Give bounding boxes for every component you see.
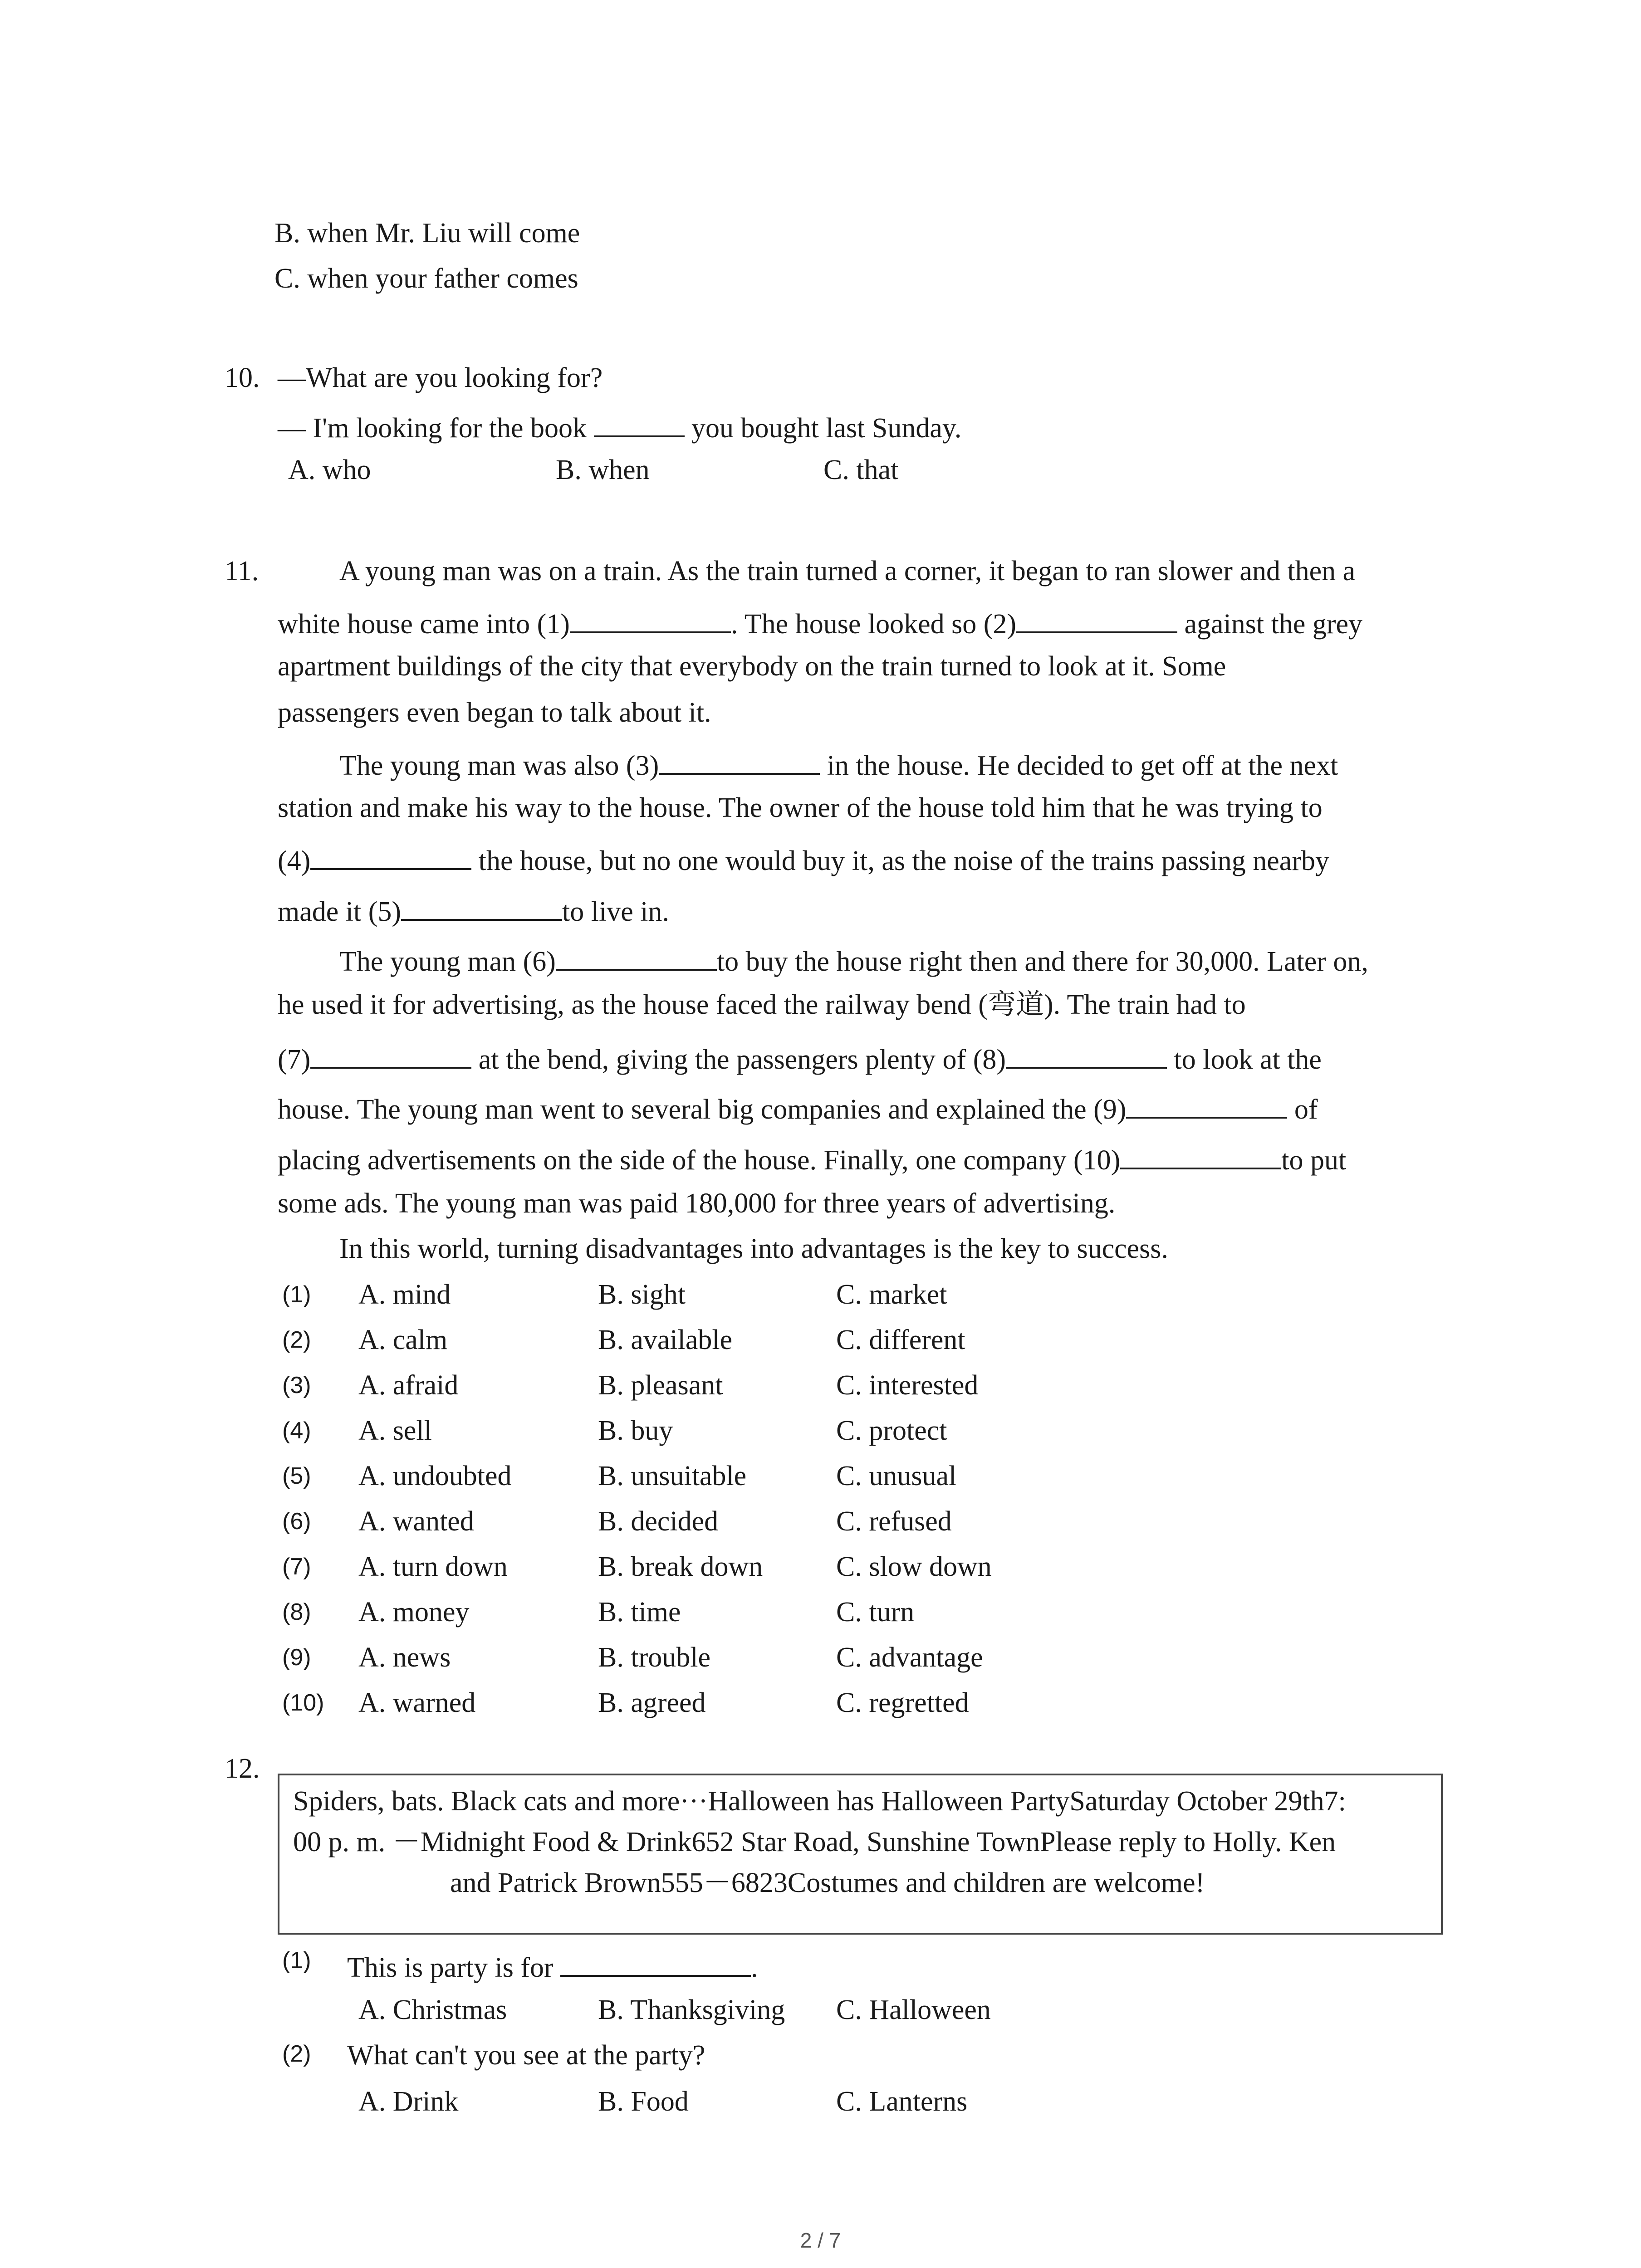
q11-line-7 [278, 843, 1329, 875]
q11-line-2b: . The house looked so (2) [730, 609, 1017, 640]
choice-option-a: A. news [358, 1642, 451, 1673]
q12-sub1-option-a: A. Christmas [358, 1994, 507, 2025]
q11-line-8b: to live in. [562, 896, 669, 927]
q11-line-10: he used it for advertising, as the house faced the railway bend (弯道). The train had to [278, 989, 1246, 1020]
q11-line-11c: to look at the [1174, 1044, 1322, 1075]
choice-option-a: A. money [358, 1597, 470, 1628]
q11-line-9b: to buy the house right then and there for 30,000. Later on, [716, 946, 1368, 977]
choice-option-a: A. warned [358, 1687, 476, 1718]
q12-sub1-text: This is party is for [347, 1952, 554, 1983]
choice-option-c: C. turn [836, 1597, 915, 1628]
q11-blank-6 [556, 943, 717, 971]
q11-line-5 [339, 748, 1338, 780]
choice-option-a: A. undoubted [358, 1461, 512, 1491]
q12-sub2-number: (2) [282, 2041, 311, 2067]
choice-option-c: C. unusual [836, 1461, 957, 1491]
choice-option-c: C. regretted [836, 1687, 969, 1718]
q9-option-c: C. when your father comes [274, 263, 578, 294]
q11-blank-4 [310, 843, 471, 870]
q11-line-7a: (4) [278, 846, 311, 876]
q11-line-13 [278, 1142, 1346, 1174]
q11-line-1: A young man was on a train. As the train turned a corner, it began to ran slower and then a [339, 556, 1356, 587]
choice-number: (4) [282, 1418, 311, 1444]
q10-option-b: B. when [556, 455, 650, 485]
choice-option-b: B. sight [598, 1279, 686, 1310]
q11-blank-2 [1016, 606, 1177, 633]
q12-number: 12. [225, 1753, 260, 1784]
q11-line-9 [339, 943, 1368, 976]
choice-number: (8) [282, 1599, 311, 1625]
q12-sub1-option-b: B. Thanksgiving [598, 1994, 785, 2025]
q11-line-2 [278, 606, 1362, 638]
choice-option-b: B. break down [598, 1551, 763, 1582]
page-number: 2 / 7 [800, 2229, 841, 2252]
notice-line-2: 00 p. m. －Midnight Food & Drink652 Star Road, Sunshine TownPlease reply to Holly. Ken [293, 1827, 1336, 1857]
notice-line-3: and Patrick Brown555－6823Costumes and children are welcome! [450, 1867, 1205, 1898]
choice-option-c: C. protect [836, 1415, 947, 1446]
q10-line2-b: you bought last Sunday. [691, 413, 962, 444]
q11-line-11a: (7) [278, 1044, 311, 1075]
q10-number: 10. [225, 362, 260, 393]
q12-sub1-blank [560, 1950, 751, 1977]
q11-line-15: In this world, turning disadvantages into advantages is the key to success. [339, 1233, 1168, 1264]
choice-number: (9) [282, 1644, 311, 1671]
choice-number: (2) [282, 1327, 311, 1353]
q12-sub1-question [347, 1950, 758, 1982]
q12-sub2-option-a: A. Drink [358, 2086, 459, 2117]
q11-line-11 [278, 1041, 1322, 1074]
q10-line2 [278, 410, 961, 442]
q11-blank-8 [1006, 1041, 1167, 1069]
q12-sub2-option-c: C. Lanterns [836, 2086, 968, 2117]
q12-sub1-number: (1) [282, 1947, 311, 1974]
choice-number: (5) [282, 1463, 311, 1489]
choice-option-c: C. interested [836, 1370, 979, 1401]
q11-blank-10 [1120, 1142, 1281, 1169]
q10-line2-a: — I'm looking for the book [278, 413, 587, 444]
choice-option-b: B. agreed [598, 1687, 706, 1718]
q10-option-a: A. who [288, 455, 371, 485]
choice-option-b: B. trouble [598, 1642, 710, 1673]
q10-option-c: C. that [823, 455, 899, 485]
choice-number: (7) [282, 1554, 311, 1580]
q11-line-5a: The young man was also (3) [339, 750, 659, 781]
choice-option-b: B. time [598, 1597, 681, 1628]
q11-line-2a: white house came into (1) [278, 609, 570, 640]
choice-number: (10) [282, 1690, 324, 1716]
q12-sub1-option-c: C. Halloween [836, 1994, 991, 2025]
q11-line-12 [278, 1091, 1318, 1124]
choice-number: (3) [282, 1372, 311, 1398]
q11-line-14: some ads. The young man was paid 180,000 for three years of advertising. [278, 1188, 1116, 1219]
q11-line-13b: to put [1281, 1145, 1347, 1176]
choice-option-a: A. mind [358, 1279, 451, 1310]
notice-line-1: Spiders, bats. Black cats and more···Halloween has Halloween PartySaturday October 29th7: [293, 1786, 1346, 1817]
choice-option-b: B. buy [598, 1415, 673, 1446]
choice-option-c: C. different [836, 1325, 965, 1355]
choice-number: (6) [282, 1508, 311, 1535]
q11-line-7b: the house, but no one would buy it, as the noise of the trains passing nearby [478, 846, 1329, 876]
choice-option-a: A. calm [358, 1325, 448, 1355]
choice-option-b: B. unsuitable [598, 1461, 747, 1491]
q11-line-13a: placing advertisements on the side of the house. Finally, one company (10) [278, 1145, 1121, 1176]
q11-blank-5 [401, 894, 562, 921]
q10-blank [594, 410, 685, 437]
q12-sub2-question: What can't you see at the party? [347, 2040, 705, 2071]
choice-option-b: B. available [598, 1325, 733, 1355]
q11-line-2c: against the grey [1184, 609, 1363, 640]
choice-number: (1) [282, 1281, 311, 1308]
q11-line-8 [278, 894, 669, 926]
notice-box [278, 1774, 1443, 1935]
choice-option-a: A. sell [358, 1415, 432, 1446]
q11-blank-9 [1126, 1091, 1287, 1119]
q11-blank-1 [570, 606, 731, 633]
q11-line-8a: made it (5) [278, 896, 402, 927]
choice-option-a: A. afraid [358, 1370, 459, 1401]
q12-sub1-end: . [751, 1952, 758, 1983]
choice-option-c: C. advantage [836, 1642, 983, 1673]
choice-option-b: B. pleasant [598, 1370, 723, 1401]
q12-sub2-option-b: B. Food [598, 2086, 689, 2117]
choice-option-b: B. decided [598, 1506, 719, 1537]
q11-line-12a: house. The young man went to several big companies and explained the (9) [278, 1094, 1127, 1125]
choice-option-c: C. refused [836, 1506, 952, 1537]
q11-line-5b: in the house. He decided to get off at the next [827, 750, 1338, 781]
q11-blank-3 [659, 748, 820, 775]
choice-option-a: A. turn down [358, 1551, 508, 1582]
q11-line-6: station and make his way to the house. The owner of the house told him that he was trying to [278, 792, 1323, 823]
q11-line-11b: at the bend, giving the passengers plenty of (8) [478, 1044, 1006, 1075]
q11-number: 11. [225, 556, 259, 587]
q11-line-9a: The young man (6) [339, 946, 556, 977]
q9-option-b: B. when Mr. Liu will come [274, 218, 580, 249]
q10-line1: —What are you looking for? [278, 362, 603, 393]
choice-option-c: C. market [836, 1279, 947, 1310]
q11-blank-7 [310, 1041, 471, 1069]
q11-line-12b: of [1294, 1094, 1318, 1125]
q11-line-4: passengers even began to talk about it. [278, 697, 711, 728]
choice-option-a: A. wanted [358, 1506, 474, 1537]
q11-line-3: apartment buildings of the city that everybody on the train turned to look at it. Some [278, 651, 1226, 682]
choice-option-c: C. slow down [836, 1551, 992, 1582]
